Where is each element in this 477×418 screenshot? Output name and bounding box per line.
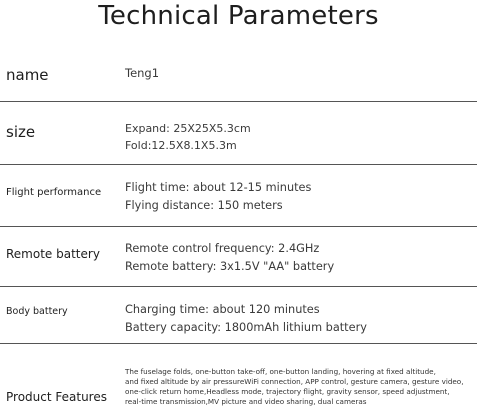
- page-title: Technical Parameters: [98, 1, 379, 31]
- param-label: Remote battery: [6, 247, 100, 261]
- param-value: [125, 301, 367, 337]
- param-value-line: Battery capacity: 1800mAh lithium battery: [125, 321, 367, 334]
- param-label: size: [6, 123, 36, 141]
- param-value-line: The fuselage folds, one-button take-off, one-button landing, hovering at fixed altitude,: [125, 367, 436, 376]
- param-value-line: Remote control frequency: 2.4GHz: [125, 242, 320, 255]
- param-value-line: Expand: 25X25X5.3cm: [125, 122, 251, 135]
- param-value: [125, 367, 475, 407]
- param-row-remote-battery: [0, 227, 477, 287]
- param-value-line: one-click return home,Headless mode, trajectory flight, gravity sensor, speed adjustment,: [125, 387, 450, 396]
- param-value: [125, 179, 311, 215]
- param-value-line: Remote battery: 3x1.5V "AA" battery: [125, 260, 335, 273]
- param-value: [125, 240, 334, 276]
- param-label: Flight performance: [6, 187, 102, 198]
- param-value-line: and fixed altitude by air pressureWiFi connection, APP control, gesture camera, gesture video,: [125, 377, 464, 386]
- param-value: [125, 120, 251, 154]
- param-label: Body battery: [6, 306, 68, 317]
- param-value-line: real-time transmission,MV picture and video sharing, dual cameras: [125, 397, 367, 406]
- param-label: name: [6, 66, 49, 84]
- param-value: [125, 66, 159, 80]
- param-value-line: Flying distance: 150 meters: [125, 199, 283, 212]
- param-row-body-battery: [0, 287, 477, 344]
- param-row-flight-performance: [0, 165, 477, 227]
- param-row-name: [0, 49, 477, 102]
- param-label: Product Features: [6, 390, 107, 404]
- param-value-line: Charging time: about 120 minutes: [125, 303, 320, 316]
- param-value-line: Teng1: [125, 66, 160, 80]
- param-row-size: [0, 102, 477, 165]
- param-value-line: Flight time: about 12-15 minutes: [125, 181, 312, 194]
- param-value-line: Fold:12.5X8.1X5.3m: [125, 139, 237, 152]
